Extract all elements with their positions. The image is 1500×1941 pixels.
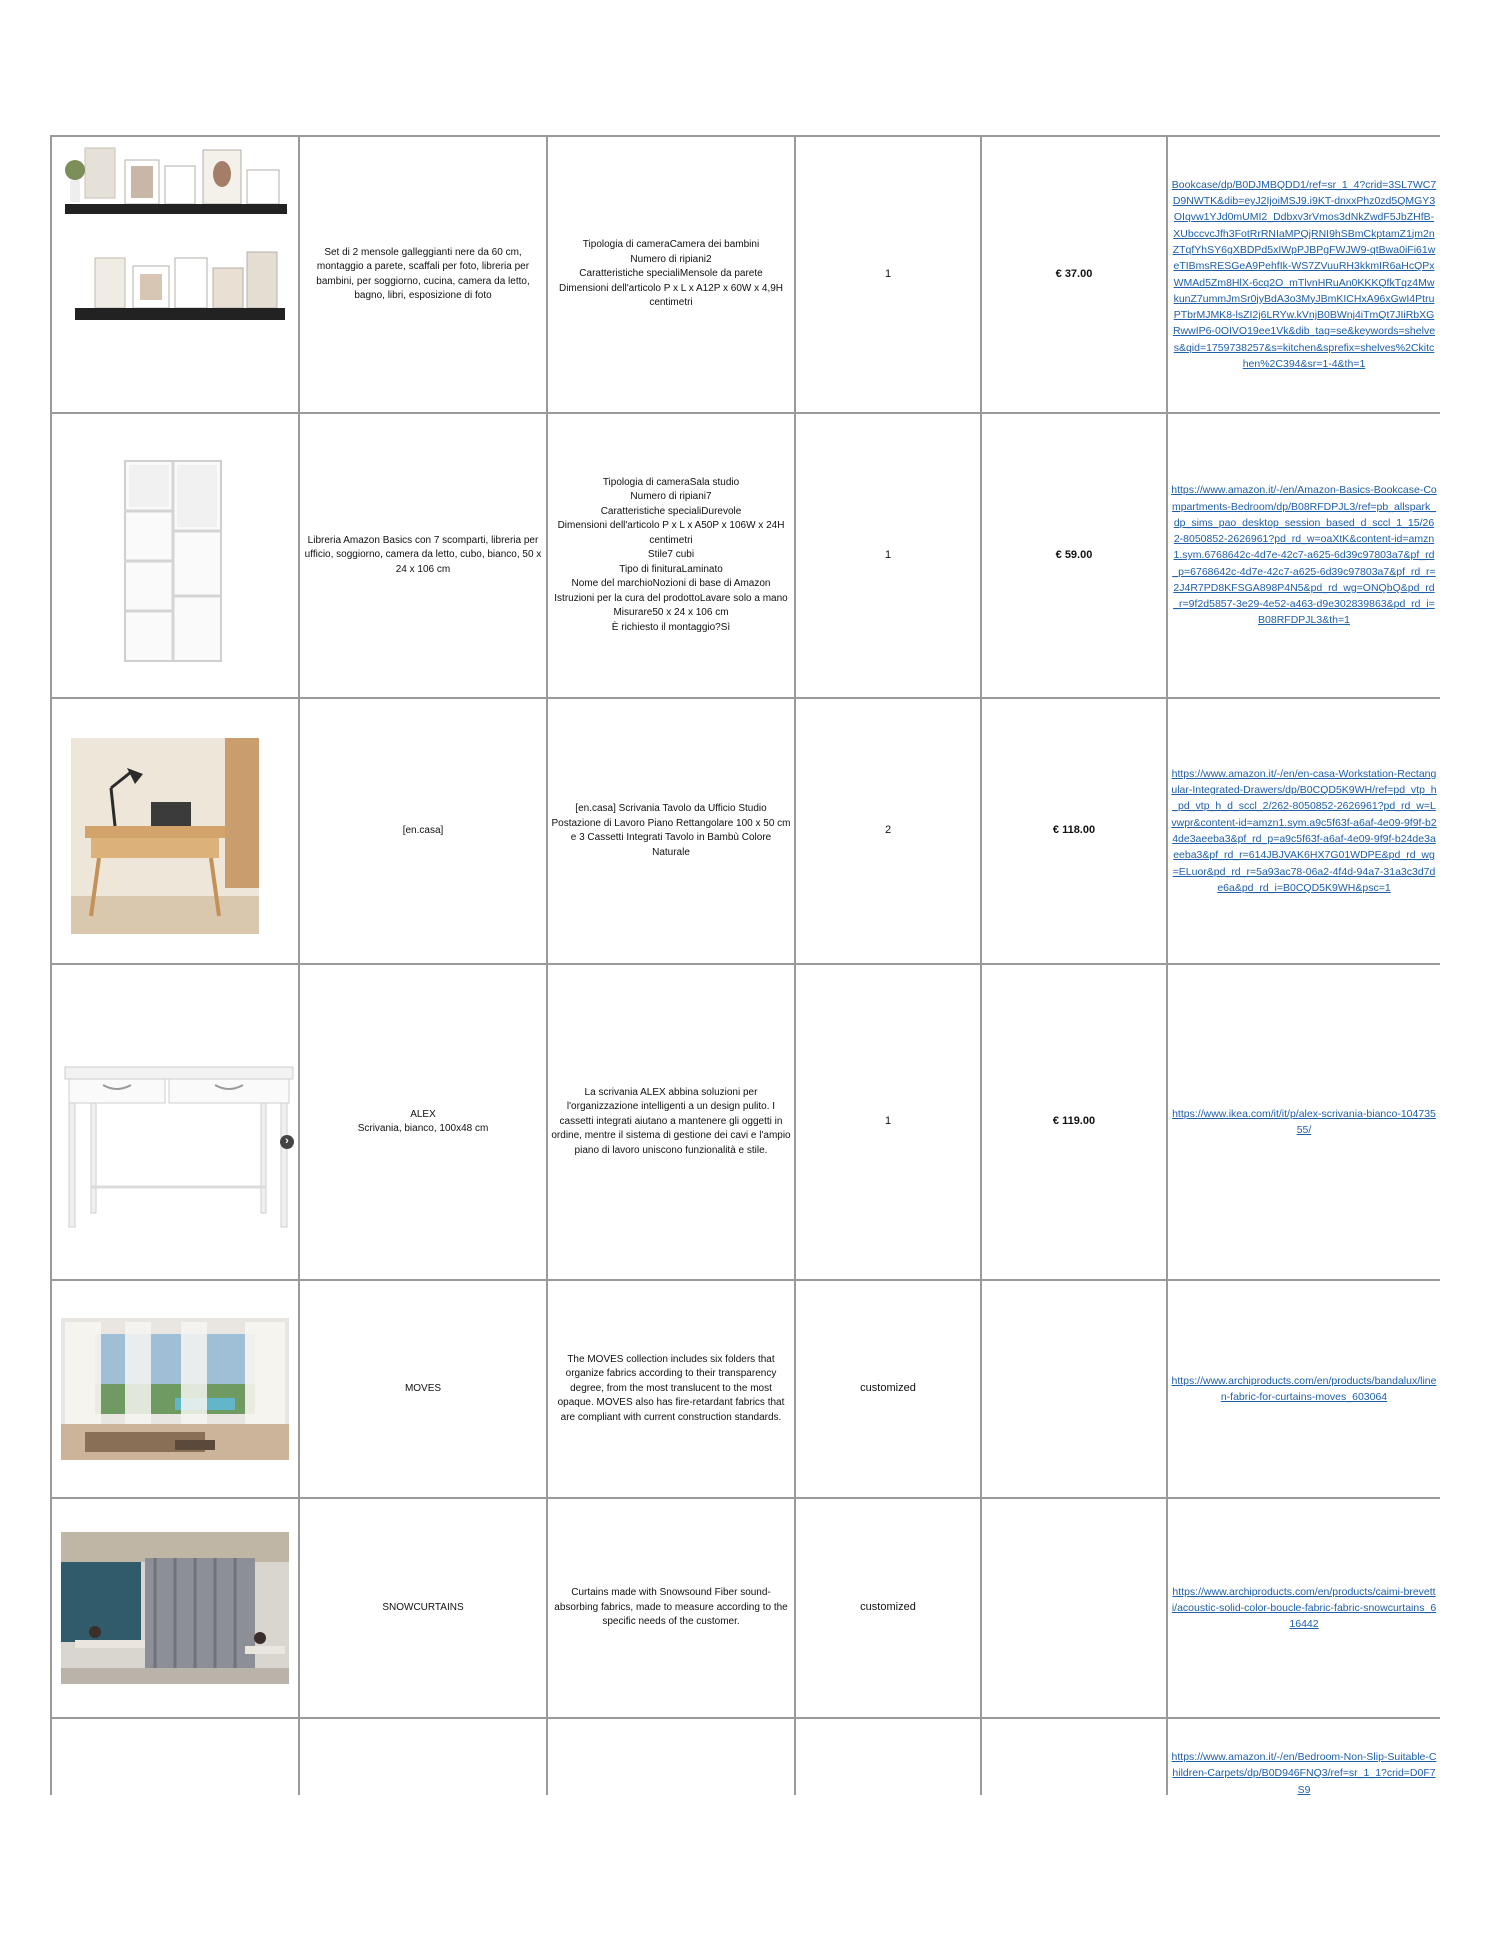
product-image-cell	[51, 1718, 299, 1795]
table-row	[51, 136, 1440, 413]
product-description: Tipologia di cameraSala studio Numero di ripiani7 Caratteristiche specialiDurevole Dimensioni dell'articolo P x L x A50P x 106W x 24H centimetri Stile7 cubi Tipo di finituraLaminato Nome del marchioNozioni di base di Amazon Istruzioni per la cura del prodottoLavare solo a mano Misurare50 x 24 x 106 cm È richiesto il montaggio?Sì	[547, 413, 795, 698]
product-quantity: 1	[795, 964, 981, 1280]
product-link[interactable]: https://www.archiproducts.com/en/products/caimi-brevetti/acoustic-solid-color-boucle-fabric-fabric-snowcurtains_616442	[1171, 1585, 1437, 1631]
product-quantity: customized	[795, 1280, 981, 1498]
product-quantity: 2	[795, 698, 981, 964]
product-link-cell	[1167, 1498, 1440, 1718]
product-name	[299, 1718, 547, 1795]
product-link-cell	[1167, 1718, 1440, 1795]
white-bookcase-image	[55, 421, 295, 691]
table-row	[51, 1280, 1440, 1498]
product-description: The MOVES collection includes six folders that organize fabrics according to their transparency degree, from the most translucent to the most opaque. MOVES also has fire-retardant fabrics that are compliant with current construction standards.	[547, 1280, 795, 1498]
table-row	[51, 1718, 1440, 1795]
product-description: Curtains made with Snowsound Fiber sound-absorbing fabrics, made to measure according to the specific needs of the customer.	[547, 1498, 795, 1718]
product-name: ALEX Scrivania, bianco, 100x48 cm	[299, 964, 547, 1280]
product-name: Libreria Amazon Basics con 7 scomparti, libreria per ufficio, soggiorno, camera da letto, cubo, bianco, 50 x 24 x 106 cm	[299, 413, 547, 698]
product-link[interactable]: Bookcase/dp/B0DJMBQDD1/ref=sr_1_4?crid=3SL7WC7D9NWTK&dib=eyJ2IjoiMSJ9.i9KT-dnxxPhz0zd5QMGY3OIqvw1YJd0mUMI2_Ddbxv3rVmos3dNkZwdF5JbZHfB-XUbccvcJfh3FotRrRNIaMPQjRNI9hSBmCkptamZ1jm2nZTqfYhSY6gXBDPd5xIWpPJBPgFWJW9-qtBwa0iFi61weTIBmsRESGeA9PehfIk-WS7ZVuuRH3kkmIR6aHcQPxWMAd5Zm8HlX-6cq2O_mTlvnHRuAn0KKKQfkTqz4MwkunZ7ummJmSr0jyBdA3o3MyJBmKICHxA96xGwI4PtruPTbrMJMK8-lsZI2j6LRYw.kVnjB0BWnj4iTmQt7JIiRbXGRwwIP6-0OIVO19ee1Vk&dib_tag=se&keywords=shelves&qid=1759738257&s=kitchen&sprefix=shelves%2Ckitchen%2C394&sr=1-4&th=1	[1171, 178, 1437, 370]
product-image-cell	[51, 1280, 299, 1498]
spreadsheet-page	[50, 135, 1440, 1795]
product-image-cell	[51, 698, 299, 964]
product-name: [en.casa]	[299, 698, 547, 964]
product-table	[50, 135, 1440, 1795]
floating-shelves-image	[55, 140, 295, 410]
product-quantity: 1	[795, 413, 981, 698]
table-row	[51, 1498, 1440, 1718]
product-link-cell	[1167, 136, 1440, 413]
product-price: € 118.00	[981, 698, 1167, 964]
product-link-cell	[1167, 413, 1440, 698]
product-price: € 59.00	[981, 413, 1167, 698]
product-link[interactable]: https://www.amazon.it/-/en/en-casa-Workstation-Rectangular-Integrated-Drawers/dp/B0CQD5K9WH/ref=pd_vtp_h_pd_vtp_h_d_sccl_2/262-8050852-2626961?pd_rd_w=Lvwpr&content-id=amzn1.sym.a9c5f63f-a6af-4e09-9f9f-b24de3aeeba3&pf_rd_p=a9c5f63f-a6af-4e09-9f9f-b24de3aeeba3&pf_rd_r=614JBJVAK6HX7G01WDPE&pd_rd_wg=ELuor&pd_rd_r=5a93ac78-06a2-4f4d-94a7-31a3c3d7de6a&pd_rd_i=B0CQD5K9WH&psc=1	[1171, 767, 1437, 894]
table-row	[51, 413, 1440, 698]
product-image-cell	[51, 964, 299, 1280]
product-name: MOVES	[299, 1280, 547, 1498]
product-image-cell	[51, 413, 299, 698]
white-desk-image	[55, 1007, 295, 1237]
acoustic-curtain-office-image	[55, 1528, 295, 1688]
product-price	[981, 1280, 1167, 1498]
product-link[interactable]: https://www.amazon.it/-/en/Amazon-Basics-Bookcase-Compartments-Bedroom/dp/B08RFDPJL3/ref=pb_allspark_dp_sims_pao_desktop_session_based_d_sccl_1_15/262-8050852-2626961?pd_rd_w=oaXtK&content-id=amzn1.sym.6768642c-4d7e-42c7-a625-6d39c97803a7&pf_rd_p=6768642c-4d7e-42c7-a625-6d39c97803a7&pf_rd_r=2J4R7PD8KFSGA898P4N5&pd_rd_wg=ONQbQ&pd_rd_r=9f2d5857-3e29-4e52-a463-d9e302839863&pd_rd_i=B08RFDPJL3&th=1	[1171, 484, 1437, 627]
product-quantity: 1	[795, 136, 981, 413]
product-price	[981, 1718, 1167, 1795]
wooden-desk-image	[55, 726, 295, 936]
product-description: La scrivania ALEX abbina soluzioni per l'organizzazione intelligenti a un design pulito. I cassetti integrati aiutano a mantenere gli oggetti in ordine, mentre il sistema di gestione dei cavi e l'ampio piano di lavoro uniscono funzionalità e stile.	[547, 964, 795, 1280]
curtain-room-image	[55, 1314, 295, 1464]
product-description	[547, 1718, 795, 1795]
product-link[interactable]: https://www.ikea.com/it/it/p/alex-scrivania-bianco-10473555/	[1172, 1107, 1436, 1136]
product-image-cell	[51, 136, 299, 413]
product-quantity: customized	[795, 1498, 981, 1718]
product-description: Tipologia di cameraCamera dei bambini Numero di ripiani2 Caratteristiche specialiMensole da parete Dimensioni dell'articolo P x L x A12P x 60W x 4,9H centimetri	[547, 136, 795, 413]
product-link-cell	[1167, 964, 1440, 1280]
product-price: € 37.00	[981, 136, 1167, 413]
product-price: € 119.00	[981, 964, 1167, 1280]
table-row	[51, 964, 1440, 1280]
product-name: Set di 2 mensole galleggianti nere da 60 cm, montaggio a parete, scaffali per foto, libreria per bambini, per soggiorno, cucina, camera da letto, bagno, libri, esposizione di foto	[299, 136, 547, 413]
product-link[interactable]: https://www.archiproducts.com/en/products/bandalux/linen-fabric-for-curtains-moves_603064	[1171, 1374, 1437, 1403]
product-name: SNOWCURTAINS	[299, 1498, 547, 1718]
product-description: [en.casa] Scrivania Tavolo da Ufficio Studio Postazione di Lavoro Piano Rettangolare 100 x 50 cm e 3 Cassetti Integrati Tavolo in Bambù Colore Naturale	[547, 698, 795, 964]
product-quantity	[795, 1718, 981, 1795]
product-link-cell	[1167, 698, 1440, 964]
table-row	[51, 698, 1440, 964]
product-link[interactable]: https://www.amazon.it/-/en/Bedroom-Non-Slip-Suitable-Children-Carpets/dp/B0D946FNQ3/ref=sr_1_1?crid=D0F7S9	[1171, 1751, 1437, 1795]
product-image-cell	[51, 1498, 299, 1718]
product-link-cell	[1167, 1280, 1440, 1498]
product-price	[981, 1498, 1167, 1718]
carousel-next-icon[interactable]: ›	[280, 1135, 294, 1149]
